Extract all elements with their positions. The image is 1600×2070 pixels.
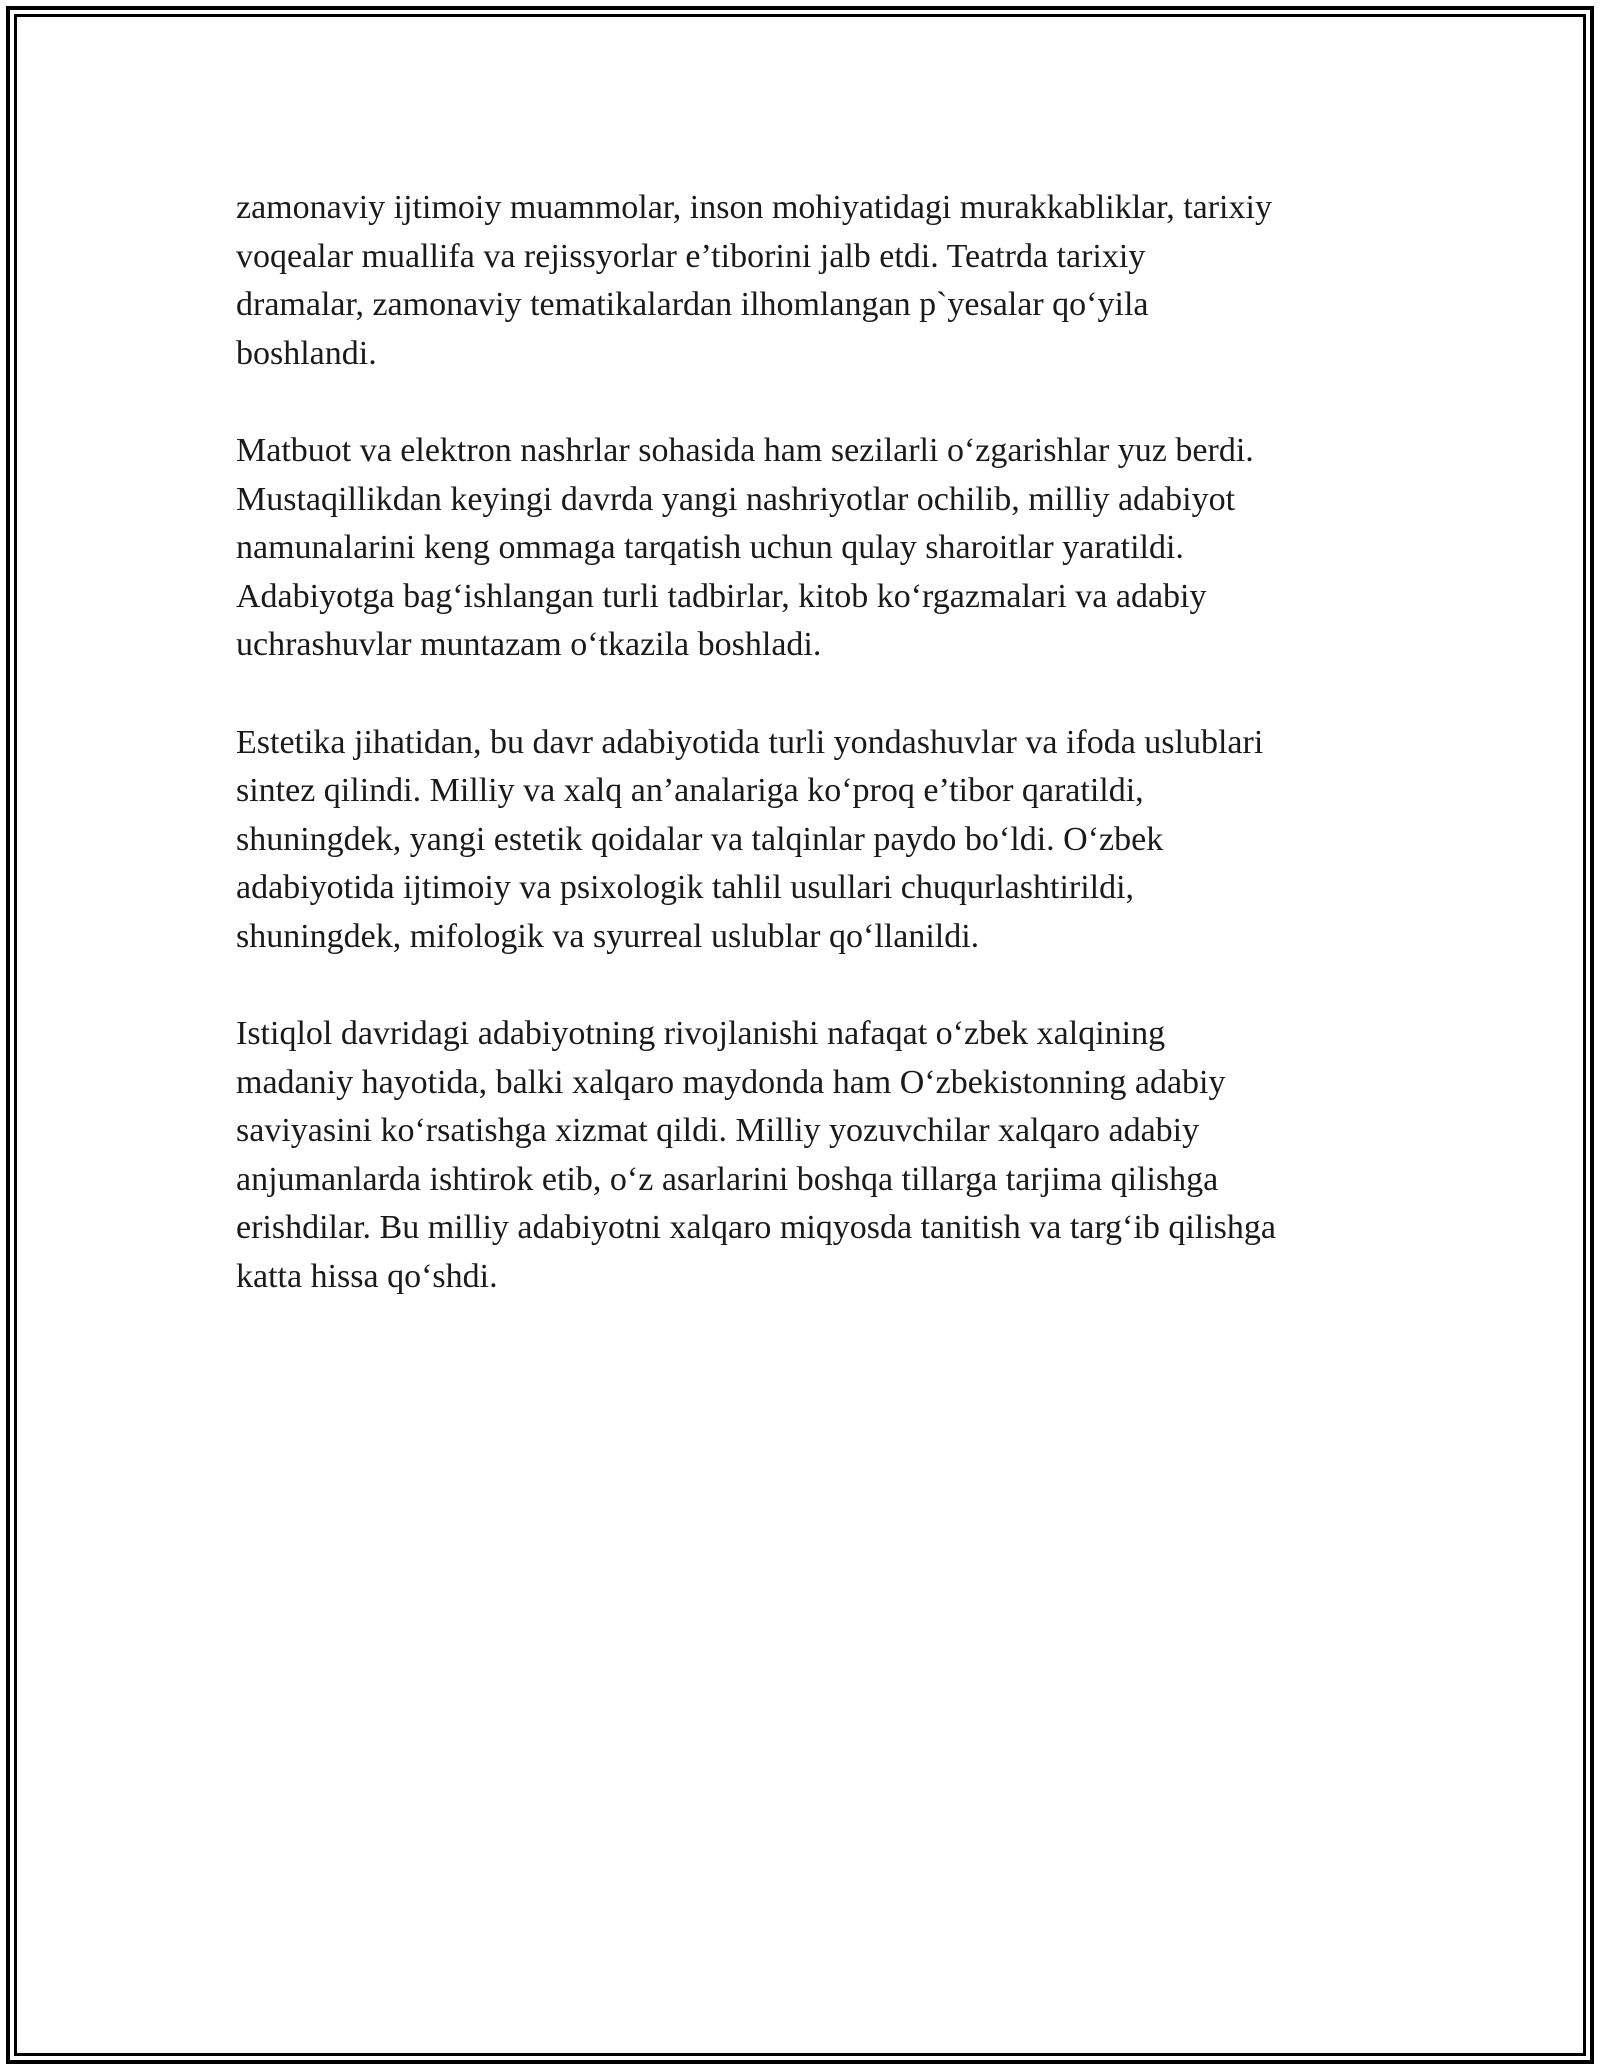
- text-line: saviyasini ko‘rsatishga xizmat qildi. Milliy yozuvchilar xalqaro adabiy: [236, 1112, 1200, 1150]
- text-line: erishdilar. Bu milliy adabiyotni xalqaro miqyosda tanitish va targ‘ib qilishga: [236, 1209, 1276, 1247]
- text-line: Estetika jihatidan, bu davr adabiyotida turli yondashuvlar va ifoda uslublari: [236, 723, 1264, 761]
- text-line: namunalarini keng ommaga tarqatish uchun qulay sharoitlar yaratildi.: [236, 529, 1184, 567]
- text-line: sintez qilindi. Milliy va xalq an’analariga ko‘proq e’tibor qaratildi,: [236, 772, 1144, 810]
- paragraph-3: [236, 719, 1386, 962]
- paragraph-1: [236, 184, 1386, 378]
- text-line: katta hissa qo‘shdi.: [236, 1258, 498, 1296]
- paragraph-2: [236, 427, 1386, 670]
- text-line: adabiyotida ijtimoiy va psixologik tahlil usullari chuqurlashtirildi,: [236, 869, 1135, 907]
- text-line: madaniy hayotida, balki xalqaro maydonda ham O‘zbekistonning adabiy: [236, 1063, 1226, 1101]
- text-line: Mustaqillikdan keyingi davrda yangi nashriyotlar ochilib, milliy adabiyot: [236, 480, 1236, 518]
- text-line: Matbuot va elektron nashrlar sohasida ham sezilarli o‘zgarishlar yuz berdi.: [236, 431, 1254, 469]
- paragraph-4: [236, 1010, 1386, 1302]
- text-line: uchrashuvlar muntazam o‘tkazila boshladi.: [236, 626, 822, 664]
- document-body: [236, 184, 1386, 1350]
- text-line: zamonaviy ijtimoiy muammolar, inson mohiyatidagi murakkabliklar, tarixiy: [236, 189, 1272, 226]
- text-line: boshlandi.: [236, 334, 377, 372]
- text-line: shuningdek, mifologik va syurreal uslublar qo‘llanildi.: [236, 917, 980, 955]
- text-line: shuningdek, yangi estetik qoidalar va talqinlar paydo bo‘ldi. O‘zbek: [236, 820, 1164, 858]
- text-line: Adabiyotga bag‘ishlangan turli tadbirlar, kitob ko‘rgazmalari va adabiy: [236, 577, 1207, 615]
- text-line: dramalar, zamonaviy tematikalardan ilhomlangan p`yesalar qo‘yila: [236, 286, 1149, 324]
- text-line: Istiqlol davridagi adabiyotning rivojlanishi nafaqat o‘zbek xalqining: [236, 1015, 1166, 1053]
- text-line: anjumanlarda ishtirok etib, o‘z asarlarini boshqa tillarga tarjima qilishga: [236, 1160, 1219, 1198]
- text-line: voqealar muallifa va rejissyorlar e’tiborini jalb etdi. Teatrda tarixiy: [236, 237, 1146, 275]
